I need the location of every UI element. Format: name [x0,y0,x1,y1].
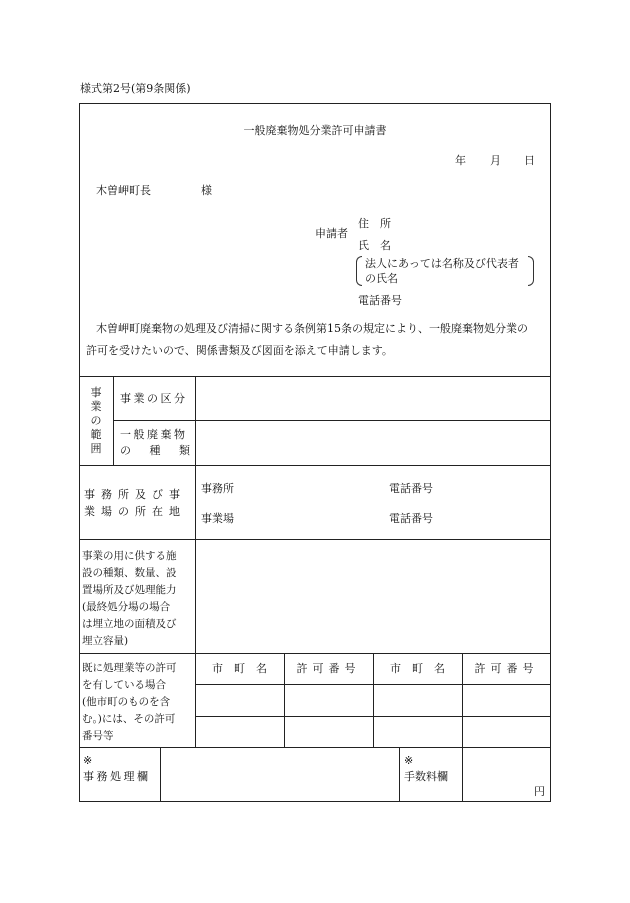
waste-type-label-1: 一般廃棄物 [120,428,188,441]
date-day: 日 [524,154,535,167]
existing-line: 既に処理業等の許可 [82,662,177,674]
addressee-name: 木曽岬町長 [96,184,151,197]
business-type-label: 事業の区分 [120,392,188,405]
divider [195,376,196,747]
divider [79,539,551,540]
facilities-line: 置場所及び処理能力 [82,584,177,596]
left-bracket [356,256,362,286]
divider [462,653,463,802]
divider [399,747,400,802]
divider [79,653,551,654]
site-label: 事業場 [201,512,234,525]
fee-label: 手数料欄 [404,770,448,783]
scope-label [79,386,113,456]
location-label-2: 業場の所在地 [84,505,186,518]
existing-line: (他市町のものを含 [82,696,171,708]
existing-line: を有している場合 [82,679,166,691]
waste-type-char: 類 [179,444,190,457]
yen-unit: 円 [534,785,545,798]
applicant-address-label: 住 所 [358,217,391,230]
facilities-line: (最終処分場の場合 [82,601,171,613]
addressee-honorific: 様 [201,184,212,197]
facilities-line: は埋立地の面積及び [82,618,177,630]
divider [79,465,551,466]
date-year: 年 [455,154,466,167]
facilities-line: 事業の用に供する施 [82,550,177,562]
fee-mark: ※ [404,754,414,767]
existing-line: 番号等 [82,730,114,742]
date-month: 月 [490,154,501,167]
scope-char: の [90,414,102,427]
waste-type-label-2 [120,445,190,456]
scope-char: 事 [90,386,102,399]
waste-type-char: 種 [149,444,161,457]
existing-line: む。)には、その許可 [82,713,176,725]
scope-char: 業 [90,400,102,413]
col-permit-number-1: 許可番号 [296,662,361,675]
corporate-note-line-2: の氏名 [365,272,398,285]
waste-type-char: の [120,444,131,457]
divider [79,747,551,748]
divider [160,747,161,802]
corporate-note-line-1: 法人にあっては名称及び代表者 [365,257,519,270]
form-number: 様式第2号(第9条関係) [80,82,191,95]
existing-permit-label [82,660,177,745]
facilities-label [82,548,177,650]
site-phone-label: 電話番号 [389,512,433,525]
applicant-name-label: 氏 名 [358,239,391,252]
applicant-label: 申請者 [315,227,348,240]
form-title: 一般廃棄物処分業許可申請書 [243,124,387,137]
col-permit-number-2: 許可番号 [474,662,539,675]
office-use-mark: ※ [83,754,93,767]
right-bracket [528,256,534,286]
divider [113,376,114,465]
body-text-line-2: 許可を受けたいので、関係書類及び図面を添えて申請します。 [86,344,393,357]
location-label-1: 事務所及び事 [84,488,186,501]
divider [79,376,551,377]
facilities-line: 埋立容量) [82,635,129,647]
scope-char: 囲 [90,442,102,455]
applicant-phone-label: 電話番号 [358,294,402,307]
col-municipality-1: 市 町 名 [212,662,267,675]
office-phone-label: 電話番号 [389,482,433,495]
divider [113,420,551,421]
scope-char: 範 [90,428,102,441]
facilities-line: 設の種類、数量、設 [82,567,177,579]
body-text-line-1: 木曽岬町廃棄物の処理及び清掃に関する条例第15条の規定により、一般廃棄物処分業の [96,322,528,335]
col-municipality-2: 市 町 名 [390,662,445,675]
office-label: 事務所 [201,482,234,495]
office-use-label: 事務処理欄 [83,770,151,783]
